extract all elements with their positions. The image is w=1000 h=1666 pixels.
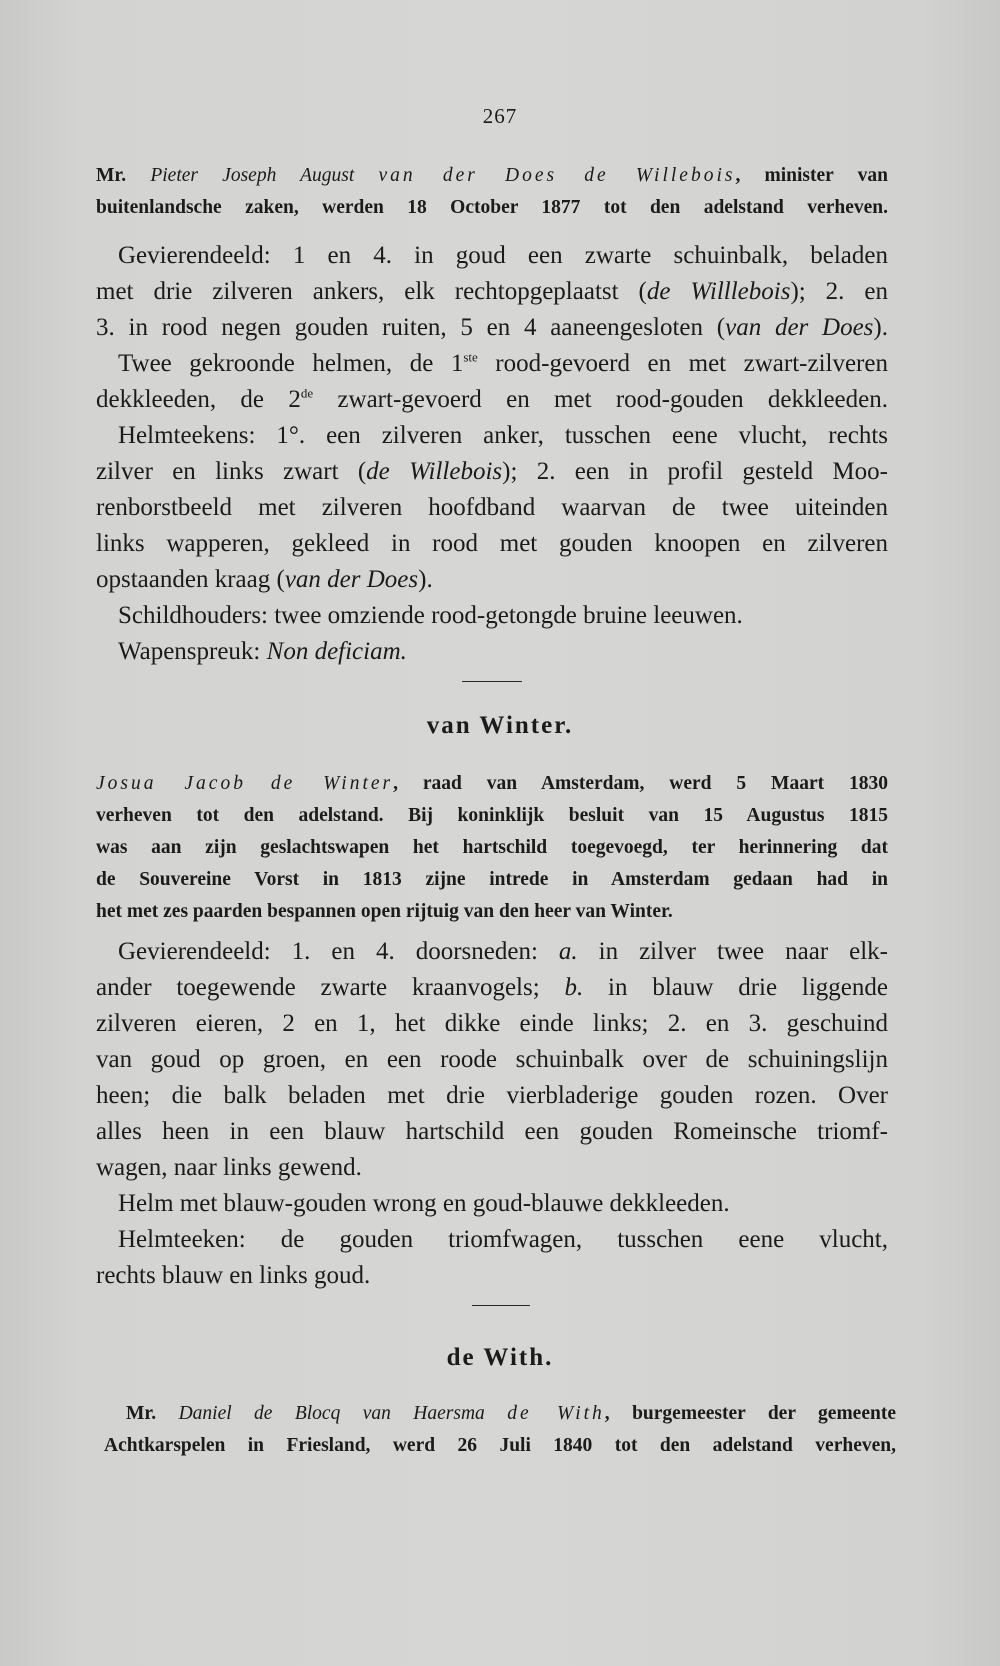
willebois-line-4: Twee gekroonde helmen, de 1ste rood-gevoerd en met zwart-zilveren: [118, 349, 888, 377]
willebois-line-11: Schildhouders: twee omziende rood-getongde bruine leeuwen.: [118, 602, 743, 629]
winter-line-5: heen; die balk beladen met drie vierbladerige gouden rozen. Over: [96, 1082, 888, 1109]
winter-intro-line-5: het met zes paarden bespannen open rijtuig van den heer van Winter.: [96, 901, 673, 922]
willebois-line-6: Helmteekens: 1°. een zilveren anker, tusschen eene vlucht, rechts: [118, 422, 888, 449]
winter-intro: [96, 768, 888, 928]
winter-line-9: Helmteeken: de gouden triomfwagen, tusschen eene vlucht,: [118, 1226, 888, 1253]
winter-line-10: rechts blauw en links goud.: [96, 1262, 371, 1289]
with-intro: [104, 1398, 896, 1462]
willebois-arms: [96, 238, 888, 670]
willebois-line-7: zilver en links zwart (de Willebois); 2. een in profil gesteld Moo-: [96, 458, 888, 485]
willebois-intro-line-1: Mr. Pieter Joseph August van der Does de Willebois, minister van: [96, 165, 888, 186]
willebois-line-5: dekkleeden, de 2de zwart-gevoerd en met rood-gouden dekkleeden.: [96, 385, 888, 413]
winter-line-7: wagen, naar links gewend.: [96, 1154, 362, 1181]
winter-line-8: Helm met blauw-gouden wrong en goud-blauwe dekkleeden.: [118, 1190, 730, 1217]
winter-intro-line-1: Josua Jacob de Winter, raad van Amsterdam, werd 5 Maart 1830: [96, 773, 888, 794]
willebois-line-3: 3. in rood negen gouden ruiten, 5 en 4 aaneengesloten (van der Does).: [96, 314, 888, 341]
willebois-line-10: opstaanden kraag (van der Does).: [96, 566, 433, 593]
winter-intro-line-3: was aan zijn geslachtswapen het hartschild toegevoegd, ter herinnering dat: [96, 837, 888, 858]
winter-intro-line-2: verheven tot den adelstand. Bij koninklijk besluit van 15 Augustus 1815: [96, 805, 888, 826]
willebois-intro: [96, 160, 888, 224]
with-intro-line-1: Mr. Daniel de Blocq van Haersma de With, burgemeester der gemeente: [126, 1403, 896, 1424]
willebois-intro-line-2: buitenlandsche zaken, werden 18 October 1877 tot den adelstand verheven.: [96, 197, 888, 218]
with-heading: de With.: [446, 1344, 554, 1371]
section-divider: [462, 681, 522, 682]
winter-heading: van Winter.: [426, 712, 574, 739]
winter-line-6: alles heen in een blauw hartschild een gouden Romeinsche triomf-: [96, 1118, 888, 1145]
with-intro-line-2: Achtkarspelen in Friesland, werd 26 Juli 1840 tot den adelstand verheven,: [104, 1435, 896, 1456]
willebois-line-1: Gevierendeeld: 1 en 4. in goud een zwarte schuinbalk, beladen: [118, 242, 888, 269]
winter-intro-line-4: de Souvereine Vorst in 1813 zijne intrede in Amsterdam gedaan had in: [96, 869, 888, 890]
winter-line-4: van goud op groen, en een roode schuinbalk over de schuiningslijn: [96, 1046, 888, 1073]
winter-arms: [96, 934, 888, 1294]
section-divider: [472, 1305, 530, 1306]
page-number: 267: [482, 104, 518, 128]
winter-line-1: Gevierendeeld: 1. en 4. doorsneden: a. in zilver twee naar elk-: [118, 938, 888, 965]
willebois-line-2: met drie zilveren ankers, elk rechtopgeplaatst (de Willlebois); 2. en: [96, 278, 888, 305]
winter-line-3: zilveren eieren, 2 en 1, het dikke einde links; 2. en 3. geschuind: [96, 1010, 888, 1037]
willebois-line-9: links wapperen, gekleed in rood met gouden knoopen en zilveren: [96, 530, 888, 557]
winter-line-2: ander toegewende zwarte kraanvogels; b. in blauw drie liggende: [96, 974, 888, 1001]
willebois-line-8: renborstbeeld met zilveren hoofdband waarvan de twee uiteinden: [96, 494, 888, 521]
willebois-line-12: Wapenspreuk: Non deficiam.: [118, 638, 407, 665]
